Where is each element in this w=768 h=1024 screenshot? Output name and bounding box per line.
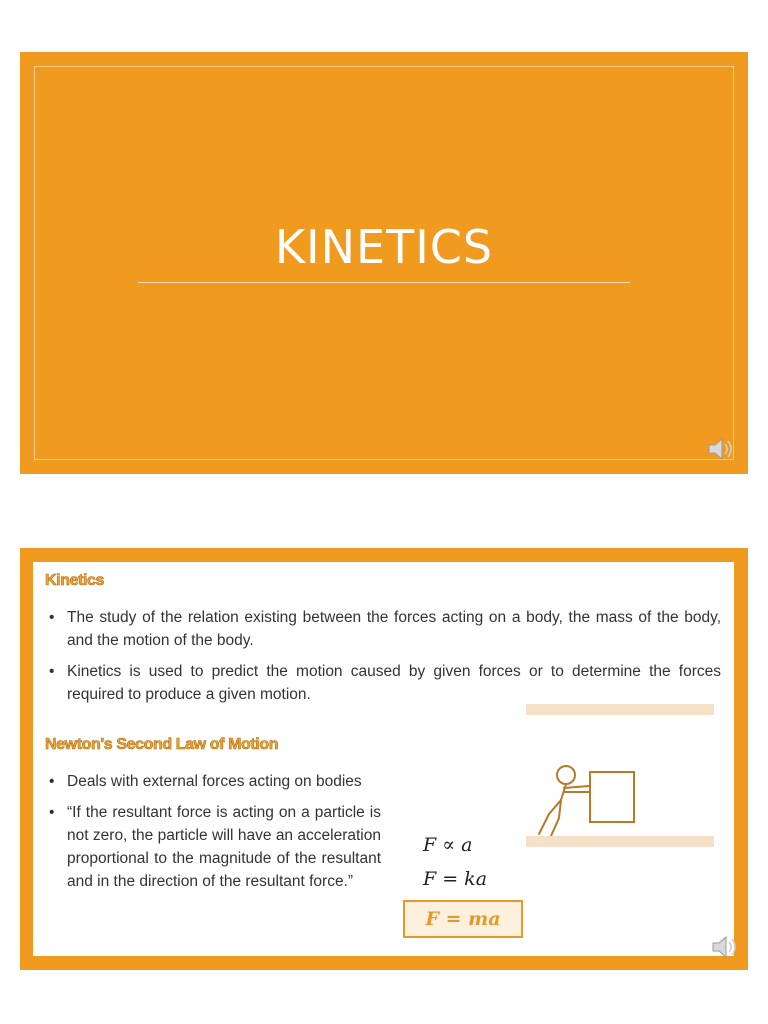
title-underline: [138, 282, 630, 283]
content-panel: [33, 562, 734, 956]
title-slide: [20, 52, 748, 474]
slide-title: KINETICS: [274, 220, 494, 274]
list-item: • “If the resultant force is acting on a particle is not zero, the particle will have an acceleration proportional to the magnitude of the resultant and in the direction of the resultant force.”: [45, 801, 381, 893]
decorative-bar: [526, 704, 714, 715]
bullet-icon: •: [49, 609, 55, 626]
list-item: • Deals with external forces acting on bodies: [45, 770, 381, 793]
bullet-icon: •: [49, 663, 55, 680]
content-slide: [20, 548, 748, 970]
kinetics-bullet-list: [45, 606, 721, 714]
list-item: • Kinetics is used to predict the motion caused by given forces or to determine the forces required to produce a given motion.: [45, 660, 721, 706]
bullet-icon: •: [49, 804, 55, 821]
decorative-bar: [526, 836, 714, 847]
speaker-icon[interactable]: [706, 434, 736, 464]
equation-newton: F = ma: [425, 908, 501, 930]
list-item: • The study of the relation existing between the forces acting on a body, the mass of the body, and the motion of the body.: [45, 606, 721, 652]
speaker-icon[interactable]: [710, 932, 740, 962]
kinetics-heading: Kinetics: [45, 572, 105, 589]
equation-proportional: F ∝ a: [423, 834, 473, 856]
person-pushing-box-icon: [521, 762, 651, 847]
bullet-icon: •: [49, 773, 55, 790]
equation-highlight-box: [403, 900, 523, 938]
equation-constant: F = ka: [423, 868, 488, 890]
newton-heading: Newton's Second Law of Motion: [45, 736, 279, 753]
newton-bullet-list: [45, 770, 381, 901]
